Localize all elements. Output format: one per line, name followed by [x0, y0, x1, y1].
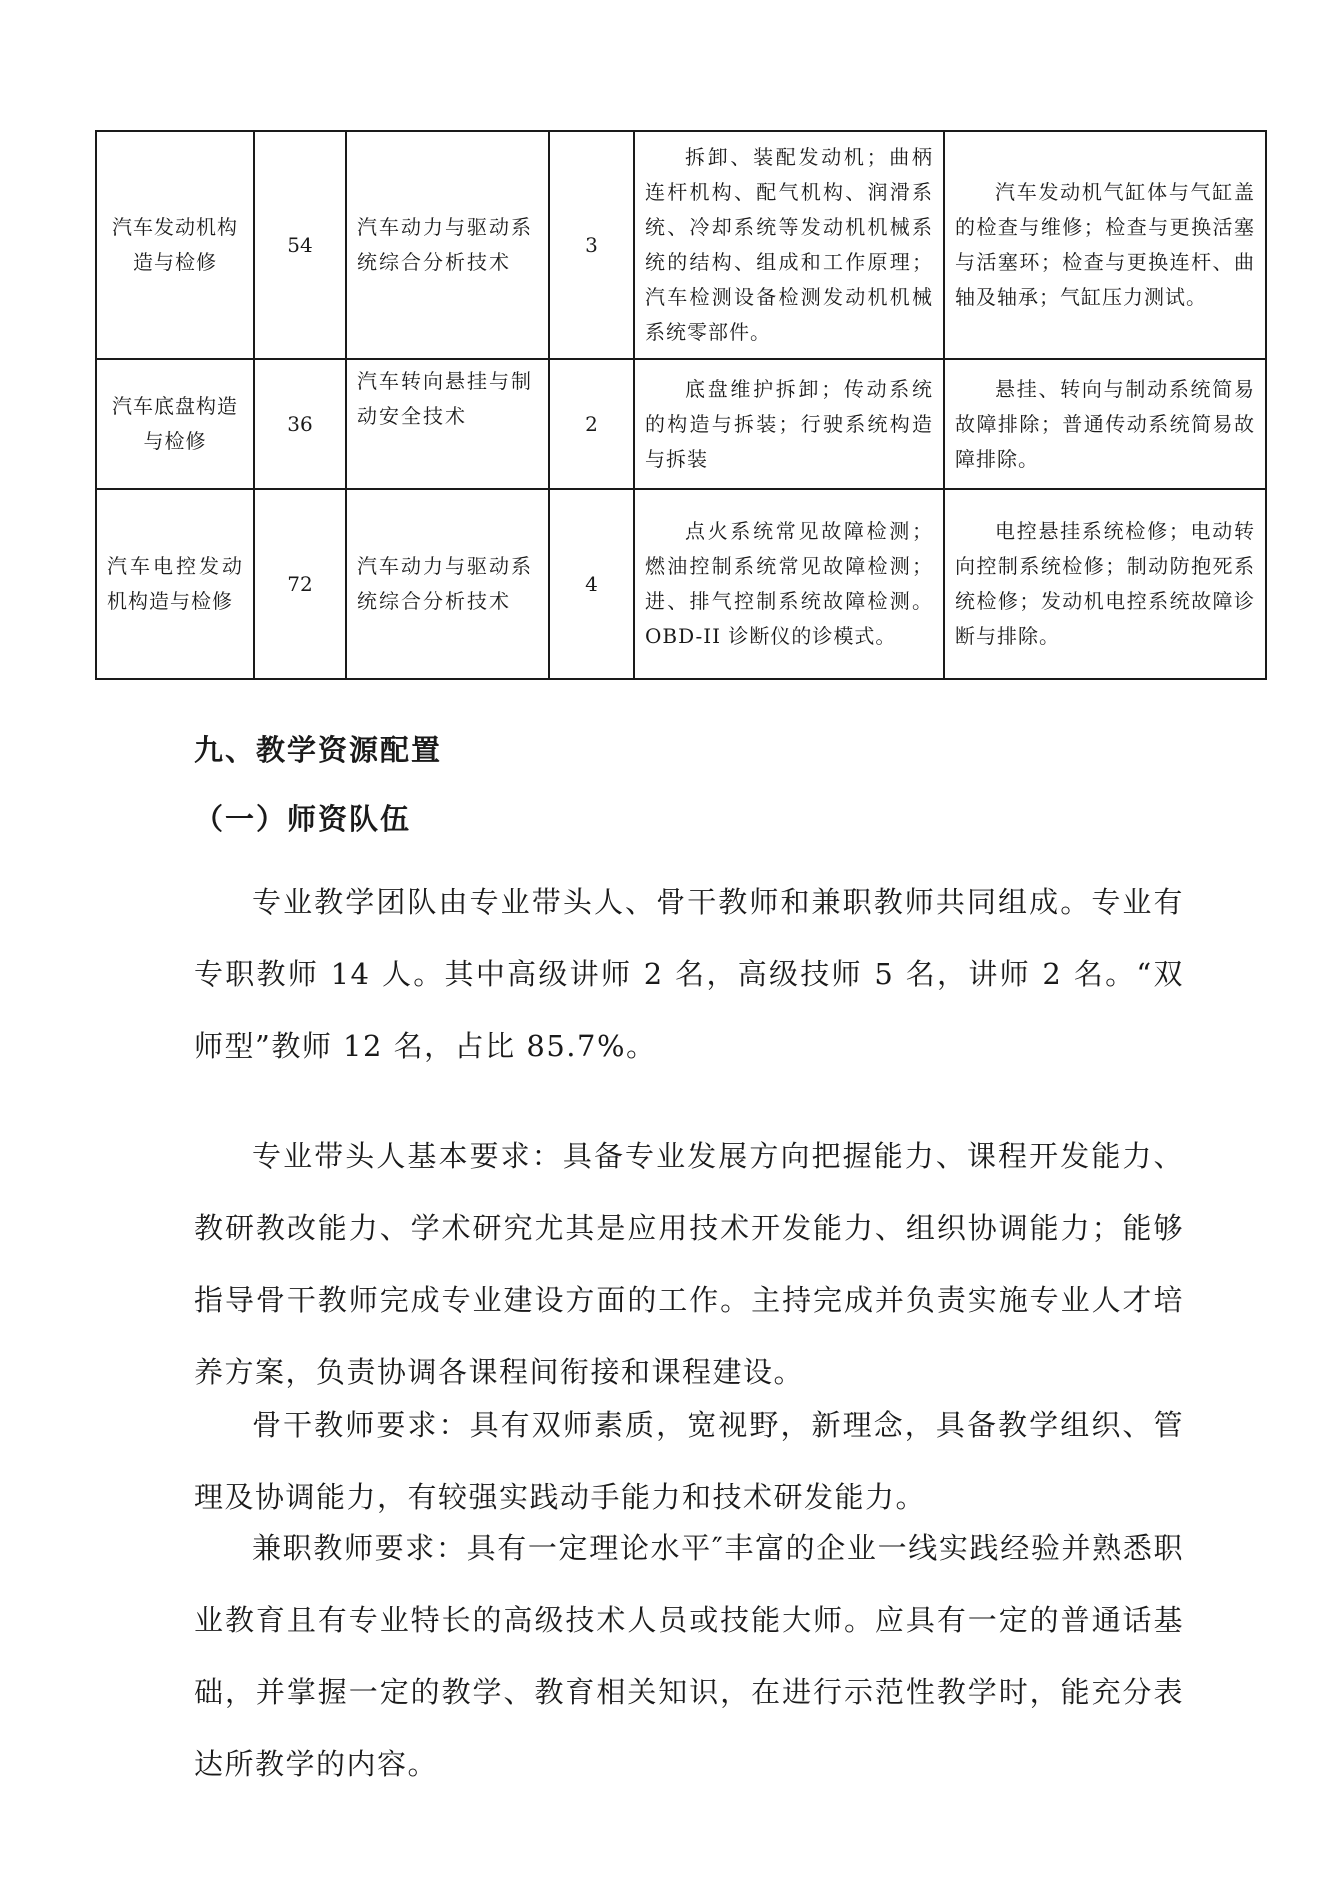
- table-row: [96, 359, 1266, 489]
- hours-cell: 54: [254, 131, 346, 359]
- curriculum-table: [95, 130, 1267, 680]
- content-cell: [634, 131, 944, 359]
- content-text: 点火系统常见故障检测；燃油控制系统常见故障检测；进、排气控制系统故障检测。OBD-II 诊断仪的诊模式。: [645, 519, 933, 648]
- content-text: 底盘维护拆卸；传动系统的构造与拆装；行驶系统构造与拆装: [645, 376, 933, 471]
- credits-cell: 2: [549, 359, 634, 489]
- module-cell: 汽车动力与驱动系统综合分析技术: [346, 489, 549, 679]
- course-name-cell: 汽车发动机构造与检修: [96, 131, 254, 359]
- paragraph-part-time-teacher: 兼职教师要求：具有一定理论水平″丰富的企业一线实践经验并熟悉职业教育且有专业特长的高级技术人员或技能大师。应具有一定的普通话基础，并掌握一定的教学、教育相关知识，在进行示范性教学时，能充分表达所教学的内容。: [194, 1531, 1184, 1781]
- content-text: 拆卸、装配发动机；曲柄连杆机构、配气机构、润滑系统、冷却系统等发动机机械系统的结构、组成和工作原理；汽车检测设备检测发动机机械系统零部件。: [645, 145, 933, 344]
- skills-text: 电控悬挂系统检修；电动转向控制系统检修；制动防抱死系统检修；发动机电控系统故障诊断与排除。: [955, 519, 1255, 648]
- table-row: [96, 489, 1266, 679]
- table-row: [96, 131, 1266, 359]
- paragraph-faculty-overview: 专业教学团队由专业带头人、骨干教师和兼职教师共同组成。专业有专职教师 14 人。其中高级讲师 2 名，高级技师 5 名，讲师 2 名。“双师型”教师 12 名，占比 85.7%。: [194, 885, 1184, 1063]
- credits-cell: 4: [549, 489, 634, 679]
- hours-cell: 36: [254, 359, 346, 489]
- hours-cell: 72: [254, 489, 346, 679]
- content-cell: [634, 489, 944, 679]
- course-name-cell: 汽车底盘构造与检修: [96, 359, 254, 489]
- content-cell: [634, 359, 944, 489]
- module-cell: 汽车动力与驱动系统综合分析技术: [346, 131, 549, 359]
- module-cell: 汽车转向悬挂与制动安全技术: [346, 359, 549, 489]
- course-name-cell: 汽车电控发动机构造与检修: [96, 489, 254, 679]
- credits-cell: 3: [549, 131, 634, 359]
- skills-cell: [944, 359, 1266, 489]
- skills-cell: [944, 131, 1266, 359]
- skills-text: 悬挂、转向与制动系统简易故障排除；普通传动系统简易故障排除。: [955, 376, 1255, 471]
- sub-heading: （一）师资队伍: [194, 802, 412, 836]
- paragraph-core-teacher: 骨干教师要求：具有双师素质，宽视野，新理念，具备教学组织、管理及协调能力，有较强实践动手能力和技术研发能力。: [194, 1408, 1184, 1514]
- paragraph-lead-teacher: 专业带头人基本要求：具备专业发展方向把握能力、课程开发能力、教研教改能力、学术研究尤其是应用技术开发能力、组织协调能力；能够指导骨干教师完成专业建设方面的工作。主持完成并负责实施专业人才培养方案，负责协调各课程间衔接和课程建设。: [194, 1139, 1184, 1389]
- section-heading: 九、教学资源配置: [194, 733, 443, 767]
- skills-text: 汽车发动机气缸体与气缸盖的检查与维修；检查与更换活塞与活塞环；检查与更换连杆、曲轴及轴承；气缸压力测试。: [955, 180, 1255, 309]
- skills-cell: [944, 489, 1266, 679]
